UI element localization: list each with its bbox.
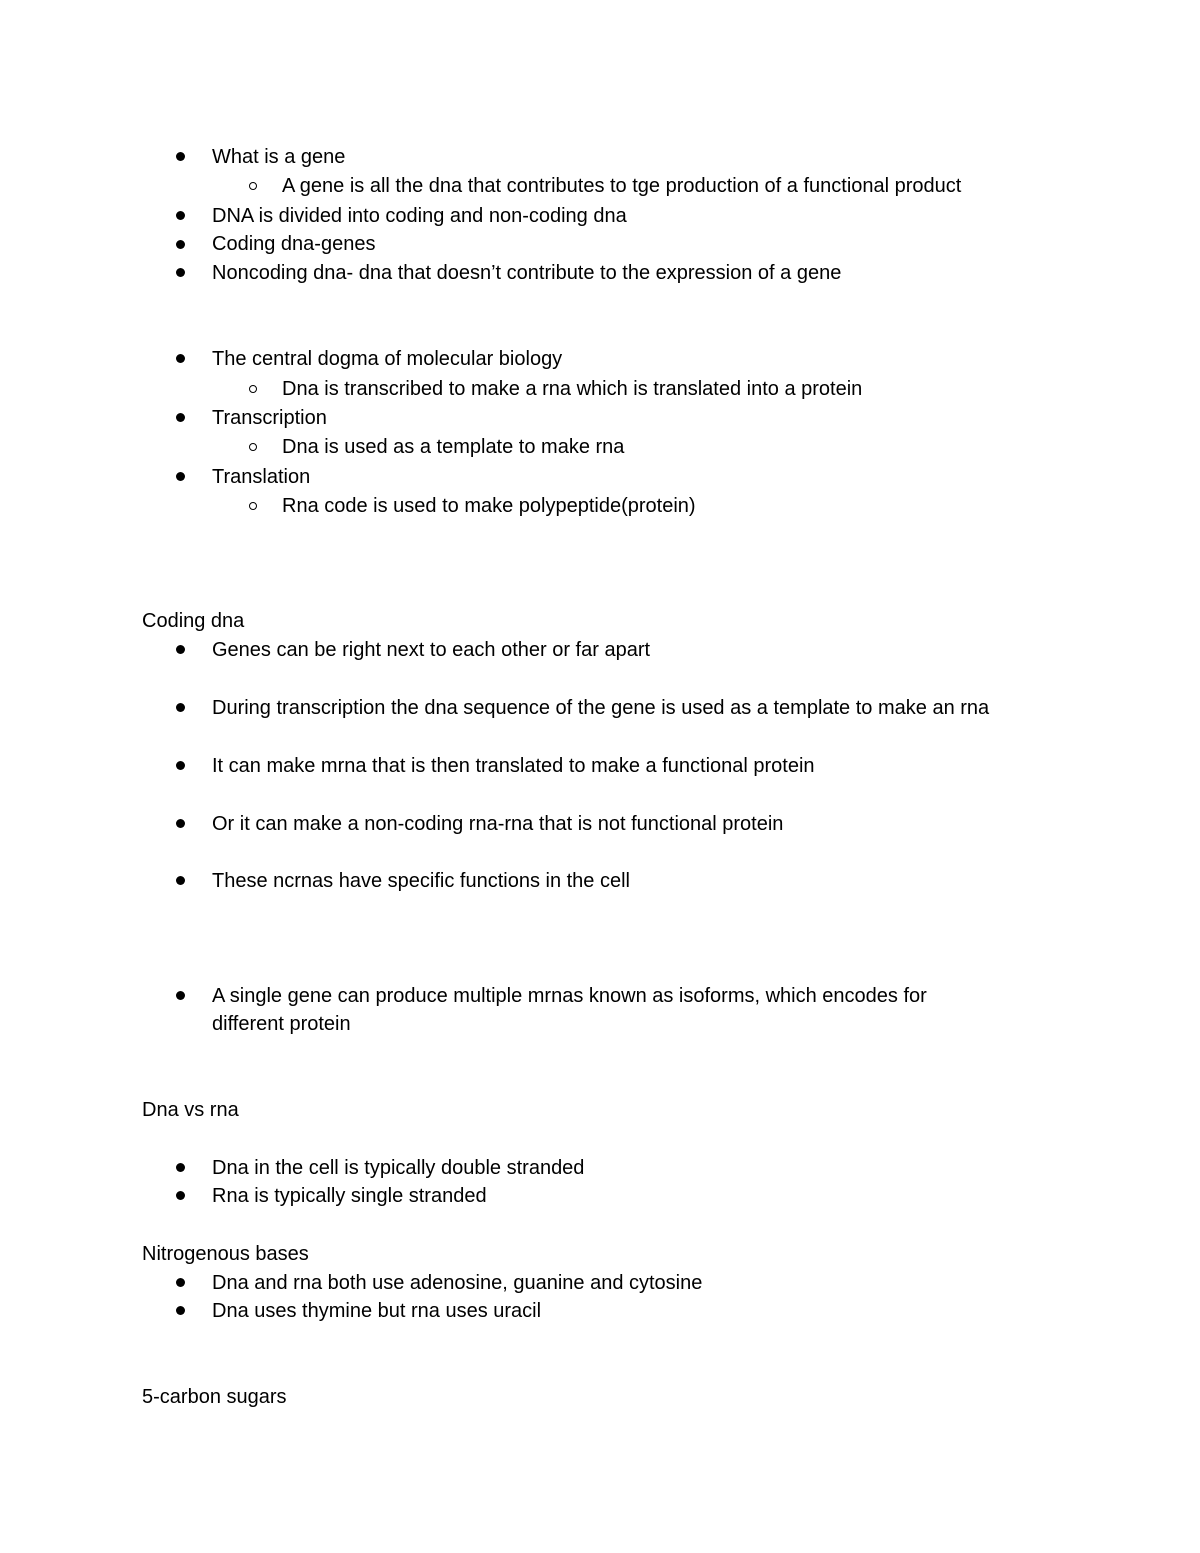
bullet-icon xyxy=(176,1306,185,1315)
sub-bullet-icon xyxy=(249,385,257,393)
bullet-icon xyxy=(176,354,185,363)
list-item: A single gene can produce multiple mrnas known as isoforms, which encodes for xyxy=(212,985,927,1007)
section-heading: Dna vs rna xyxy=(142,1099,239,1121)
sub-bullet-icon xyxy=(249,443,257,451)
bullet-icon xyxy=(176,1191,185,1200)
list-item: DNA is divided into coding and non-coding dna xyxy=(212,205,627,227)
bullet-icon xyxy=(176,240,185,249)
list-item: During transcription the dna sequence of the gene is used as a template to make an rna xyxy=(212,697,990,719)
sub-list-item: Dna is transcribed to make a rna which is translated into a protein xyxy=(282,378,863,400)
bullet-icon xyxy=(176,268,185,277)
list-item: Dna and rna both use adenosine, guanine and cytosine xyxy=(212,1272,703,1294)
bullet-icon xyxy=(176,991,185,1000)
list-item: What is a gene xyxy=(212,146,346,168)
list-item: It can make mrna that is then translated to make a functional protein xyxy=(212,755,815,777)
section-heading: 5-carbon sugars xyxy=(142,1386,287,1408)
bullet-icon xyxy=(176,761,185,770)
list-item: These ncrnas have specific functions in the cell xyxy=(212,870,630,892)
list-item: Coding dna-genes xyxy=(212,233,376,255)
list-item: The central dogma of molecular biology xyxy=(212,348,563,370)
bullet-icon xyxy=(176,819,185,828)
sub-bullet-icon xyxy=(249,502,257,510)
bullet-icon xyxy=(176,703,185,712)
bullet-icon xyxy=(176,211,185,220)
list-item: Translation xyxy=(212,466,311,488)
list-item-continuation: different protein xyxy=(212,1013,351,1035)
sub-list-item: Dna is used as a template to make rna xyxy=(282,436,625,458)
list-item: Genes can be right next to each other or far apart xyxy=(212,639,651,661)
bullet-icon xyxy=(176,152,185,161)
list-item: Transcription xyxy=(212,407,327,429)
list-item: Rna is typically single stranded xyxy=(212,1185,487,1207)
sub-list-item: A gene is all the dna that contributes to tge production of a functional product xyxy=(282,175,962,197)
list-item: Or it can make a non-coding rna-rna that is not functional protein xyxy=(212,813,784,835)
bullet-icon xyxy=(176,645,185,654)
bullet-icon xyxy=(176,1163,185,1172)
section-heading: Nitrogenous bases xyxy=(142,1243,309,1265)
bullet-icon xyxy=(176,472,185,481)
sub-list-item: Rna code is used to make polypeptide(protein) xyxy=(282,495,696,517)
list-item: Dna in the cell is typically double stranded xyxy=(212,1157,585,1179)
sub-bullet-icon xyxy=(249,182,257,190)
list-item: Noncoding dna- dna that doesn’t contribute to the expression of a gene xyxy=(212,262,842,284)
bullet-icon xyxy=(176,1278,185,1287)
bullet-icon xyxy=(176,413,185,422)
list-item: Dna uses thymine but rna uses uracil xyxy=(212,1300,542,1322)
bullet-icon xyxy=(176,876,185,885)
section-heading: Coding dna xyxy=(142,610,245,632)
